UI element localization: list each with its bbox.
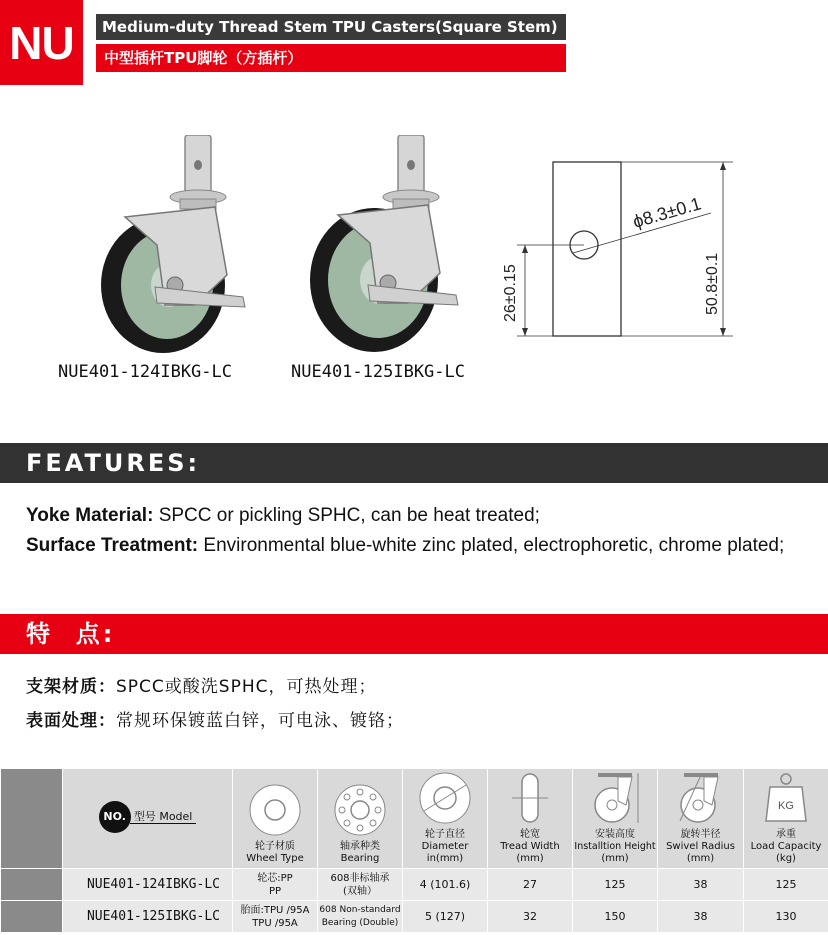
wheel-type-icon [248, 783, 302, 837]
header-cn: 轮子材质 [255, 841, 295, 852]
header-cn: 承重 [776, 829, 796, 840]
caster-image-124 [95, 135, 255, 355]
caster-image-125 [308, 135, 468, 355]
wheel-type-line: TPU /95A [252, 917, 298, 929]
header-unit: (mm) [686, 853, 715, 864]
header-unit: (kg) [776, 853, 796, 864]
row-bearing [318, 869, 403, 901]
yoke-material-cn-label: 支架材质： [26, 677, 116, 697]
product-model-label: NUE401-125IBKG-LC [291, 362, 465, 382]
row-diameter: 5 (127) [403, 901, 488, 933]
features-heading: FEATURES: [0, 443, 828, 483]
header-cn: 轴承种类 [340, 841, 380, 852]
surface-treatment-cn-line [26, 706, 404, 731]
bearing-line: 608非标轴承 [330, 872, 390, 884]
header-cn: 轮子直径 [425, 829, 465, 840]
yoke-material-label: Yoke Material: [26, 505, 154, 526]
header-en: Tread Width [500, 841, 560, 852]
header-swivel-radius [658, 769, 744, 869]
header-en: Installtion Height [574, 841, 656, 852]
header-diameter [403, 769, 488, 869]
row-swivel-radius: 38 [658, 901, 744, 933]
header-wheel-type [233, 769, 318, 869]
bearing-icon [333, 783, 387, 837]
header-installation-height [573, 769, 658, 869]
row-load-capacity: 130 [744, 901, 828, 933]
surface-treatment-label: Surface Treatment: [26, 535, 199, 556]
row-bearing [318, 901, 403, 933]
row-model: NUE401-124IBKG-LC [63, 869, 233, 901]
header-tread-width [488, 769, 573, 869]
row-tread-width: 27 [488, 869, 573, 901]
surface-treatment-cn-label: 表面处理： [26, 711, 116, 731]
yoke-material-value: SPCC or pickling SPHC, can be heat treated; [153, 505, 540, 526]
yoke-material-line [26, 505, 540, 527]
row-installation-height: 125 [573, 869, 658, 901]
product-title-cn: 中型插杆TPU脚轮（方插杆） [96, 44, 566, 72]
model-badge: NO. [99, 801, 131, 833]
header-cn: 旋转半径 [680, 829, 721, 840]
model-header-cell [63, 769, 233, 869]
header-unit: (mm) [601, 853, 629, 864]
hole-dimension-label: ϕ8.3±0.1 [630, 193, 704, 232]
table-row [1, 901, 828, 933]
header-unit: (mm) [516, 853, 544, 864]
table-side-cell [1, 769, 63, 869]
table-row [1, 869, 828, 901]
header-en: Load Capacity [750, 841, 822, 852]
installation-height-icon [588, 771, 642, 825]
row-wheel-type [233, 869, 318, 901]
weight-icon [764, 771, 808, 825]
surface-treatment-cn-value: 常规环保镀蓝白锌，可电泳、镀铬； [116, 711, 404, 731]
yoke-material-cn-value: SPCC或酸洗SPHC，可热处理； [116, 677, 377, 697]
bearing-line: 608 Non-standard [319, 904, 401, 915]
table-side-cell [1, 901, 63, 933]
spec-table [0, 768, 828, 933]
diameter-icon [418, 771, 472, 825]
row-installation-height: 150 [573, 901, 658, 933]
product-model-label: NUE401-124IBKG-LC [58, 362, 232, 382]
surface-treatment-value: Environmental blue-white zinc plated, electrophoretic, chrome plated; [198, 535, 785, 556]
wheel-type-line: 轮芯:PP [257, 872, 293, 884]
header-en: Wheel Type [246, 853, 304, 864]
row-wheel-type [233, 901, 318, 933]
yoke-material-cn-line [26, 672, 376, 697]
model-header-label: 型号 Model [130, 811, 197, 824]
series-badge: NU [0, 0, 83, 85]
stem-drawing [495, 150, 735, 345]
header-cn: 轮宽 [520, 829, 540, 840]
product-title-en: Medium-duty Thread Stem TPU Casters(Square Stem) [96, 14, 566, 40]
swivel-radius-icon [674, 771, 728, 825]
table-header-row [1, 769, 828, 869]
header-unit: in(mm) [426, 853, 464, 864]
kg-icon-label: KG [778, 800, 794, 812]
header-en: Diameter [421, 841, 469, 852]
hole-height-label: 26±0.15 [502, 264, 519, 322]
header-bearing [318, 769, 403, 869]
row-tread-width: 32 [488, 901, 573, 933]
header-en: Swivel Radius [666, 841, 735, 852]
stem-height-label: 50.8±0.1 [704, 252, 721, 315]
wheel-type-line: PP [268, 885, 282, 897]
wheel-type-line: 胎面:TPU /95A [240, 904, 310, 916]
header-cn: 安装高度 [595, 829, 635, 840]
row-load-capacity: 125 [744, 869, 828, 901]
row-model: NUE401-125IBKG-LC [63, 901, 233, 933]
bearing-line: (双轴） [343, 885, 377, 897]
features-cn-heading: 特 点: [0, 614, 828, 654]
header-en: Bearing [340, 853, 380, 864]
row-swivel-radius: 38 [658, 869, 744, 901]
bearing-line: Bearing (Double) [321, 917, 399, 928]
surface-treatment-line [26, 535, 784, 557]
row-diameter: 4 (101.6) [403, 869, 488, 901]
table-side-cell [1, 869, 63, 901]
header-load-capacity [744, 769, 828, 869]
tread-width-icon [510, 771, 550, 825]
